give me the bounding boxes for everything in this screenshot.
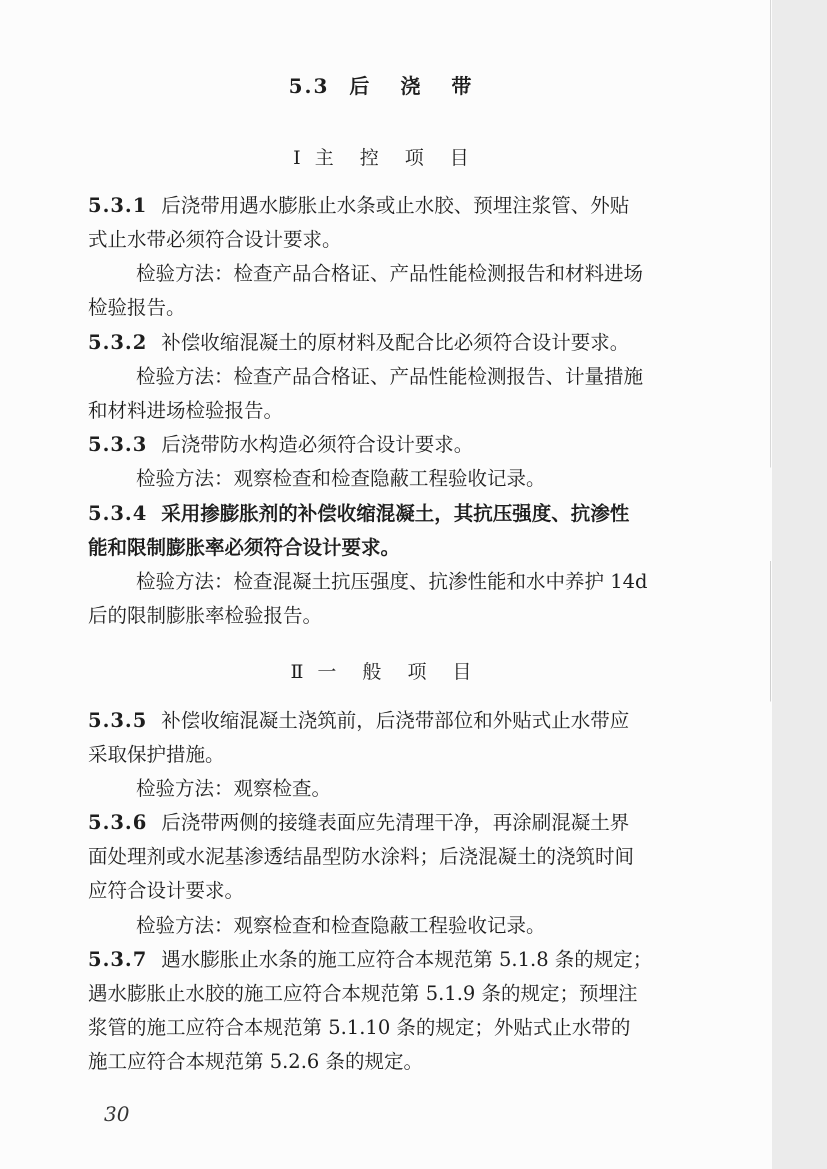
clause-5-3-6-line-1 — [88, 811, 768, 835]
clause-5-3-5-line-2: 采取保护措施。 — [88, 743, 225, 766]
clause-5-3-1-line-2: 式止水带必须符合设计要求。 — [88, 228, 342, 251]
clause-text: 后浇带用遇水膨胀止水条或止水胶、预埋注浆管、外贴 — [161, 194, 630, 217]
clause-text: 后浇带防水构造必须符合设计要求。 — [161, 433, 474, 456]
section-title: 后 浇 带 — [349, 74, 484, 98]
section-number: 5.3 — [288, 74, 330, 98]
clause-5-3-4-method-line-1: 检验方法：检查混凝土抗压强度、抗渗性能和水中养护 14d — [136, 570, 648, 593]
clause-5-3-5-method-line-1: 检验方法：观察检查。 — [136, 777, 332, 800]
clause-5-3-6-line-2: 面处理剂或水泥基渗透结晶型防水涂料；后浇混凝土的浇筑时间 — [88, 845, 635, 868]
clause-5-3-6-method-line-1: 检验方法：观察检查和检查隐蔽工程验收记录。 — [136, 914, 546, 937]
clause-text: 遇水膨胀止水条的施工应符合本规范第 5.1.8 条的规定； — [161, 948, 653, 971]
clause-number: 5.3.6 — [88, 811, 148, 834]
section-heading — [0, 70, 772, 99]
clause-text: 补偿收缩混凝土的原材料及配合比必须符合设计要求。 — [161, 331, 630, 354]
clause-5-3-2-method-line-1: 检验方法：检查产品合格证、产品性能检测报告、计量措施 — [136, 365, 644, 388]
subheading-main-items — [0, 143, 772, 170]
clause-5-3-4-method-line-2: 后的限制膨胀率检验报告。 — [88, 604, 323, 627]
clause-number: 5.3.2 — [88, 331, 148, 354]
clause-5-3-1-method-line-2: 检验报告。 — [88, 296, 186, 319]
clause-5-3-7-line-2: 遇水膨胀止水胶的施工应符合本规范第 5.1.9 条的规定；预埋注 — [88, 982, 638, 1005]
clause-5-3-1-line-1 — [88, 194, 768, 218]
clause-5-3-7-line-4: 施工应符合本规范第 5.2.6 条的规定。 — [88, 1050, 424, 1073]
page-edge-line — [770, 0, 771, 1169]
clause-text: 补偿收缩混凝土浇筑前，后浇带部位和外贴式止水带应 — [161, 709, 630, 732]
subheading-roman: Ⅰ — [293, 147, 301, 169]
subheading-general-items — [0, 657, 772, 684]
clause-5-3-5-line-1 — [88, 709, 768, 733]
clause-5-3-7-line-3: 浆管的施工应符合本规范第 5.1.10 条的规定；外贴式止水带的 — [88, 1016, 631, 1039]
clause-5-3-2-method-line-2: 和材料进场检验报告。 — [88, 399, 284, 422]
clause-text: 采用掺膨胀剂的补偿收缩混凝土，其抗压强度、抗渗性 — [161, 502, 630, 525]
clause-number: 5.3.5 — [88, 709, 148, 732]
clause-5-3-4-line-1 — [88, 502, 768, 526]
scan-gutter — [772, 0, 827, 1169]
clause-5-3-3-line-1 — [88, 433, 768, 457]
subheading-title: 主 控 项 目 — [314, 147, 479, 169]
clause-5-3-7-line-1 — [88, 948, 768, 972]
clause-5-3-3-method-line-1: 检验方法：观察检查和检查隐蔽工程验收记录。 — [136, 467, 546, 490]
clause-text: 后浇带两侧的接缝表面应先清理干净，再涂刷混凝土界 — [161, 811, 630, 834]
page-number: 30 — [104, 1102, 130, 1126]
clause-5-3-2-line-1 — [88, 331, 768, 355]
clause-5-3-4-line-2: 能和限制膨胀率必须符合设计要求。 — [88, 536, 401, 559]
clause-number: 5.3.7 — [88, 948, 148, 971]
clause-5-3-1-method-line-1: 检验方法：检查产品合格证、产品性能检测报告和材料进场 — [136, 262, 644, 285]
subheading-roman: Ⅱ — [290, 661, 304, 683]
clause-number: 5.3.1 — [88, 194, 148, 217]
clause-number: 5.3.4 — [88, 502, 148, 525]
subheading-title: 一 般 项 目 — [317, 661, 482, 683]
clause-number: 5.3.3 — [88, 433, 148, 456]
clause-5-3-6-line-3: 应符合设计要求。 — [88, 879, 245, 902]
